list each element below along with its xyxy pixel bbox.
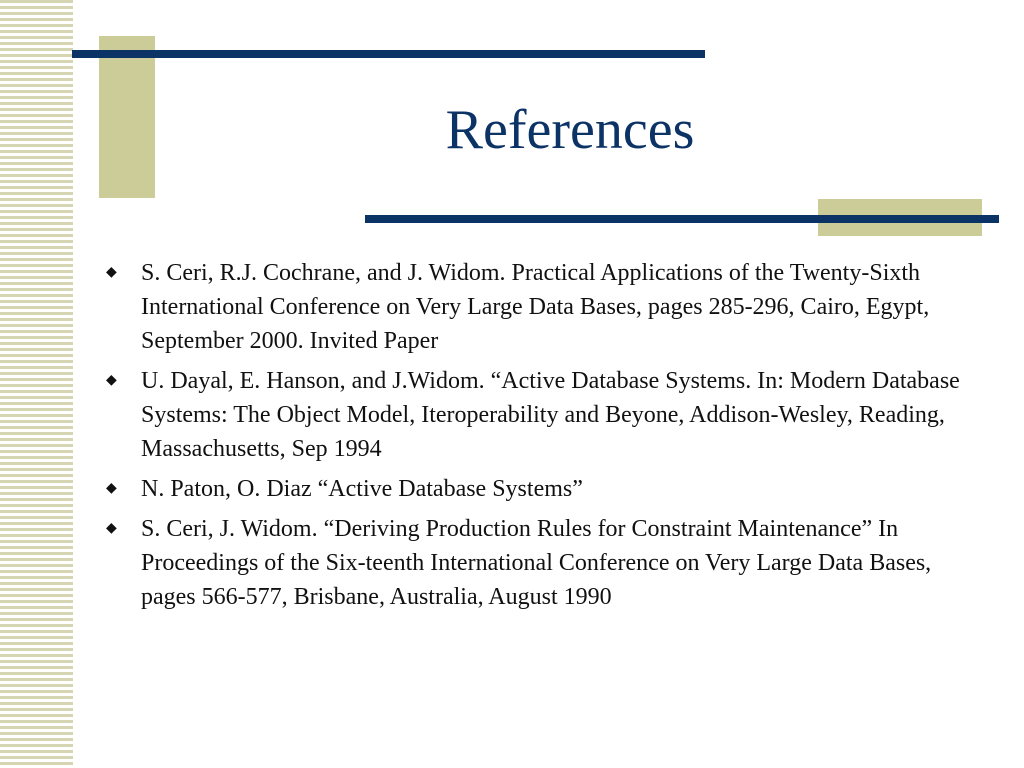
reference-item (104, 472, 984, 506)
diamond-bullet-icon: ◆ (106, 481, 117, 496)
reference-text: U. Dayal, E. Hanson, and J.Widom. “Active Database Systems. In: Modern Database Systems: The Object Model, Iteroperability and Beyone, Addison-Wesley, Reading, Massachusetts, Sep 1994 (141, 368, 960, 462)
diamond-bullet-icon: ◆ (106, 265, 117, 280)
diamond-bullet-icon: ◆ (106, 373, 117, 388)
title-rule-bottom (365, 215, 999, 223)
slide-title: References (445, 99, 695, 161)
accent-block-top-left (99, 36, 155, 198)
reference-item (104, 256, 984, 358)
diamond-bullet-icon: ◆ (106, 521, 117, 536)
reference-text: N. Paton, O. Diaz “Active Database Systems” (141, 476, 583, 502)
reference-text: S. Ceri, J. Widom. “Deriving Production Rules for Constraint Maintenance” In Proceedings of the Six-teenth International Conference on Very Large Data Bases, pages 566-577, Brisbane, Australia, August 1990 (141, 516, 932, 610)
title-rule-top (72, 50, 705, 58)
decorative-stripes (0, 0, 73, 768)
reference-item (104, 512, 984, 614)
reference-text: S. Ceri, R.J. Cochrane, and J. Widom. Practical Applications of the Twenty-Sixth International Conference on Very Large Data Bases, pages 285-296, Cairo, Egypt, September 2000. Invited Paper (141, 260, 930, 354)
reference-item (104, 364, 984, 466)
reference-list (104, 256, 984, 620)
